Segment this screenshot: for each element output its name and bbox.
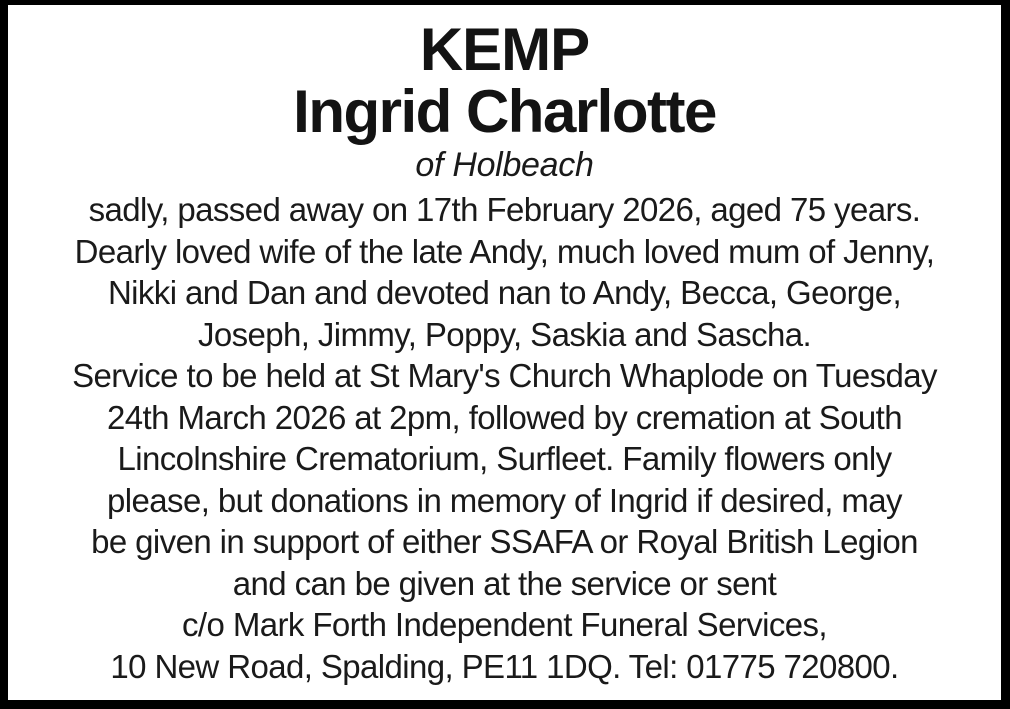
notice-body-line: c/o Mark Forth Independent Funeral Services,: [182, 606, 827, 643]
notice-body-line: Service to be held at St Mary's Church Whaplode on Tuesday: [72, 357, 937, 394]
death-notice: [8, 5, 1001, 700]
notice-body-line: Joseph, Jimmy, Poppy, Saskia and Sascha.: [197, 315, 812, 353]
notice-surname: KEMP: [419, 16, 590, 83]
notice-body-line: be given in support of either SSAFA or Royal British Legion: [91, 523, 918, 560]
notice-body-line: Nikki and Dan and devoted nan to Andy, Becca, George,: [107, 274, 902, 311]
notice-residence: of Holbeach: [415, 146, 594, 184]
notice-body-line: 10 New Road, Spalding, PE11 1DQ. Tel: 01775 720800.: [110, 647, 899, 685]
notice-body-line: 24th March 2026 at 2pm, followed by cremation at South: [107, 398, 902, 436]
notice-forenames: Ingrid Charlotte: [293, 78, 716, 145]
notice-body-line: sadly, passed away on 17th February 2026, aged 75 years.: [88, 191, 921, 228]
notice-body: [16, 189, 993, 687]
notice-body-line: please, but donations in memory of Ingrid if desired, may: [107, 481, 902, 519]
notice-body-line: Lincolnshire Crematorium, Surfleet. Family flowers only: [117, 440, 892, 477]
notice-body-line: Dearly loved wife of the late Andy, much loved mum of Jenny,: [74, 232, 935, 270]
notice-body-line: and can be given at the service or sent: [232, 564, 777, 602]
